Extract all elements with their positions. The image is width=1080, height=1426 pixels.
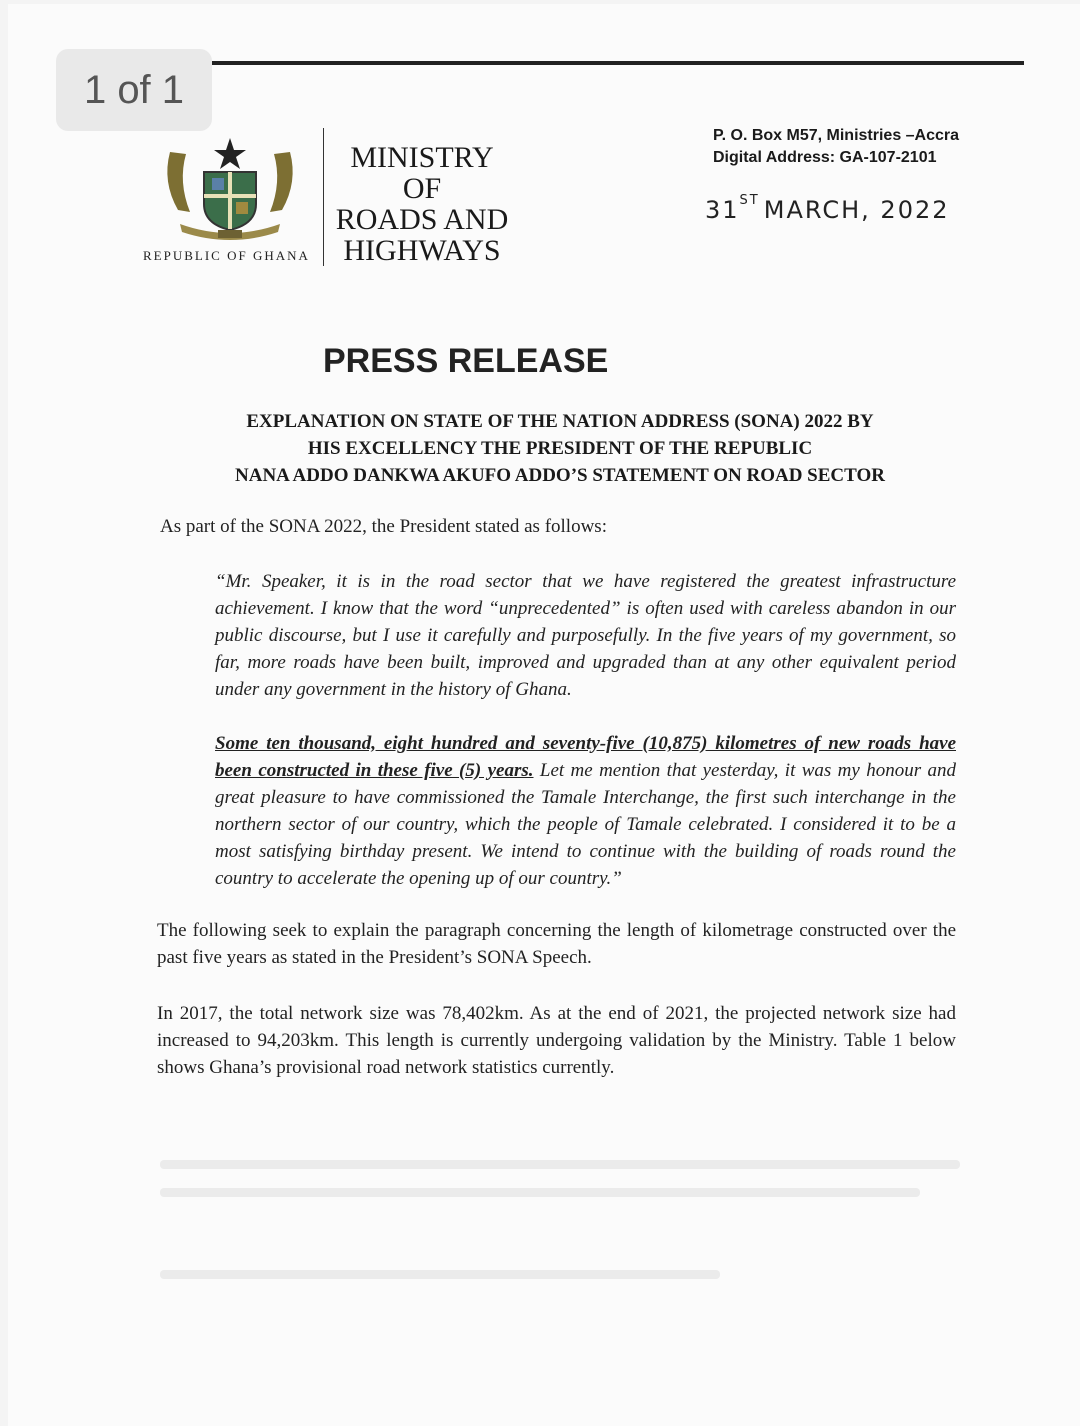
date-day: 31 — [705, 196, 740, 224]
country-label: REPUBLIC OF GHANA — [143, 248, 310, 263]
subject-line: EXPLANATION ON STATE OF THE NATION ADDRESS (SONA) 2022 BY — [246, 411, 874, 432]
ministry-name — [328, 142, 516, 266]
quote-continuation: Let me mention that yesterday, it was my honour and great pleasure to have commissioned the Tamale Interchange, the first such interchange in the northern sector of our country, which the people of Tamale celebrated. I considered it to be a most satisfying birthday present. We intend to continue with the building of roads round the country to accelerate the opening up of our country.” — [215, 760, 956, 889]
quote-paragraph-1: “Mr. Speaker, it is in the road sector that we have registered the greatest infrastructure achievement. I know that the word “unprecedented” is often used with careless abandon in our public discourse, but I use it carefully and purposefully. In the five years of my government, so far, more roads have been built, improved and upgraded than at any other equivalent period under any government in the history of Ghana. — [215, 571, 956, 700]
handwritten-date — [705, 193, 950, 224]
underlined-claim: Some ten thousand, eight hundred and seventy-five (10,875) kilometres of new roads have been constructed in these five (5) years. — [215, 733, 956, 781]
address-line: P. O. Box M57, Ministries –Accra — [713, 127, 960, 144]
page-indicator: 1 of 1 — [56, 49, 212, 131]
address-line: Digital Address: GA-107-2101 — [713, 149, 937, 166]
subject-line: HIS EXCELLENCY THE PRESIDENT OF THE REPUBLIC — [307, 438, 813, 459]
network-size-paragraph: In 2017, the total network size was 78,402km. As at the end of 2021, the projected network size had increased to 94,203km. This length is currently undergoing validation by the Ministry. Table 1 below shows Ghana’s provisional road network statistics currently. — [157, 1003, 956, 1078]
document-title: PRESS RELEASE — [323, 342, 609, 380]
explanation-paragraph: The following seek to explain the paragraph concerning the length of kilometrage constructed over the past five years as stated in the President’s SONA Speech. — [157, 920, 956, 968]
bleed-through-line — [160, 1160, 960, 1169]
quote-paragraph-2 — [215, 730, 956, 892]
bleed-through-line — [160, 1270, 720, 1279]
date-month-year: MARCH, 2022 — [763, 196, 950, 224]
intro-text: As part of the SONA 2022, the President stated as follows: — [160, 516, 607, 537]
bleed-through-line — [160, 1188, 920, 1197]
ministry-line: ROADS AND — [335, 203, 509, 236]
ghana-coat-of-arms-icon — [160, 132, 300, 247]
subject-heading — [160, 408, 960, 489]
header-divider — [323, 128, 324, 266]
date-suffix: ST — [739, 193, 760, 208]
subject-line: NANA ADDO DANKWA AKUFO ADDO’S STATEMENT ON ROAD SECTOR — [235, 465, 885, 486]
header-rule — [212, 61, 1024, 65]
postal-address — [713, 125, 959, 169]
ministry-line: OF — [402, 172, 442, 205]
ministry-line: MINISTRY — [350, 141, 494, 174]
ministry-line: HIGHWAYS — [343, 234, 501, 267]
